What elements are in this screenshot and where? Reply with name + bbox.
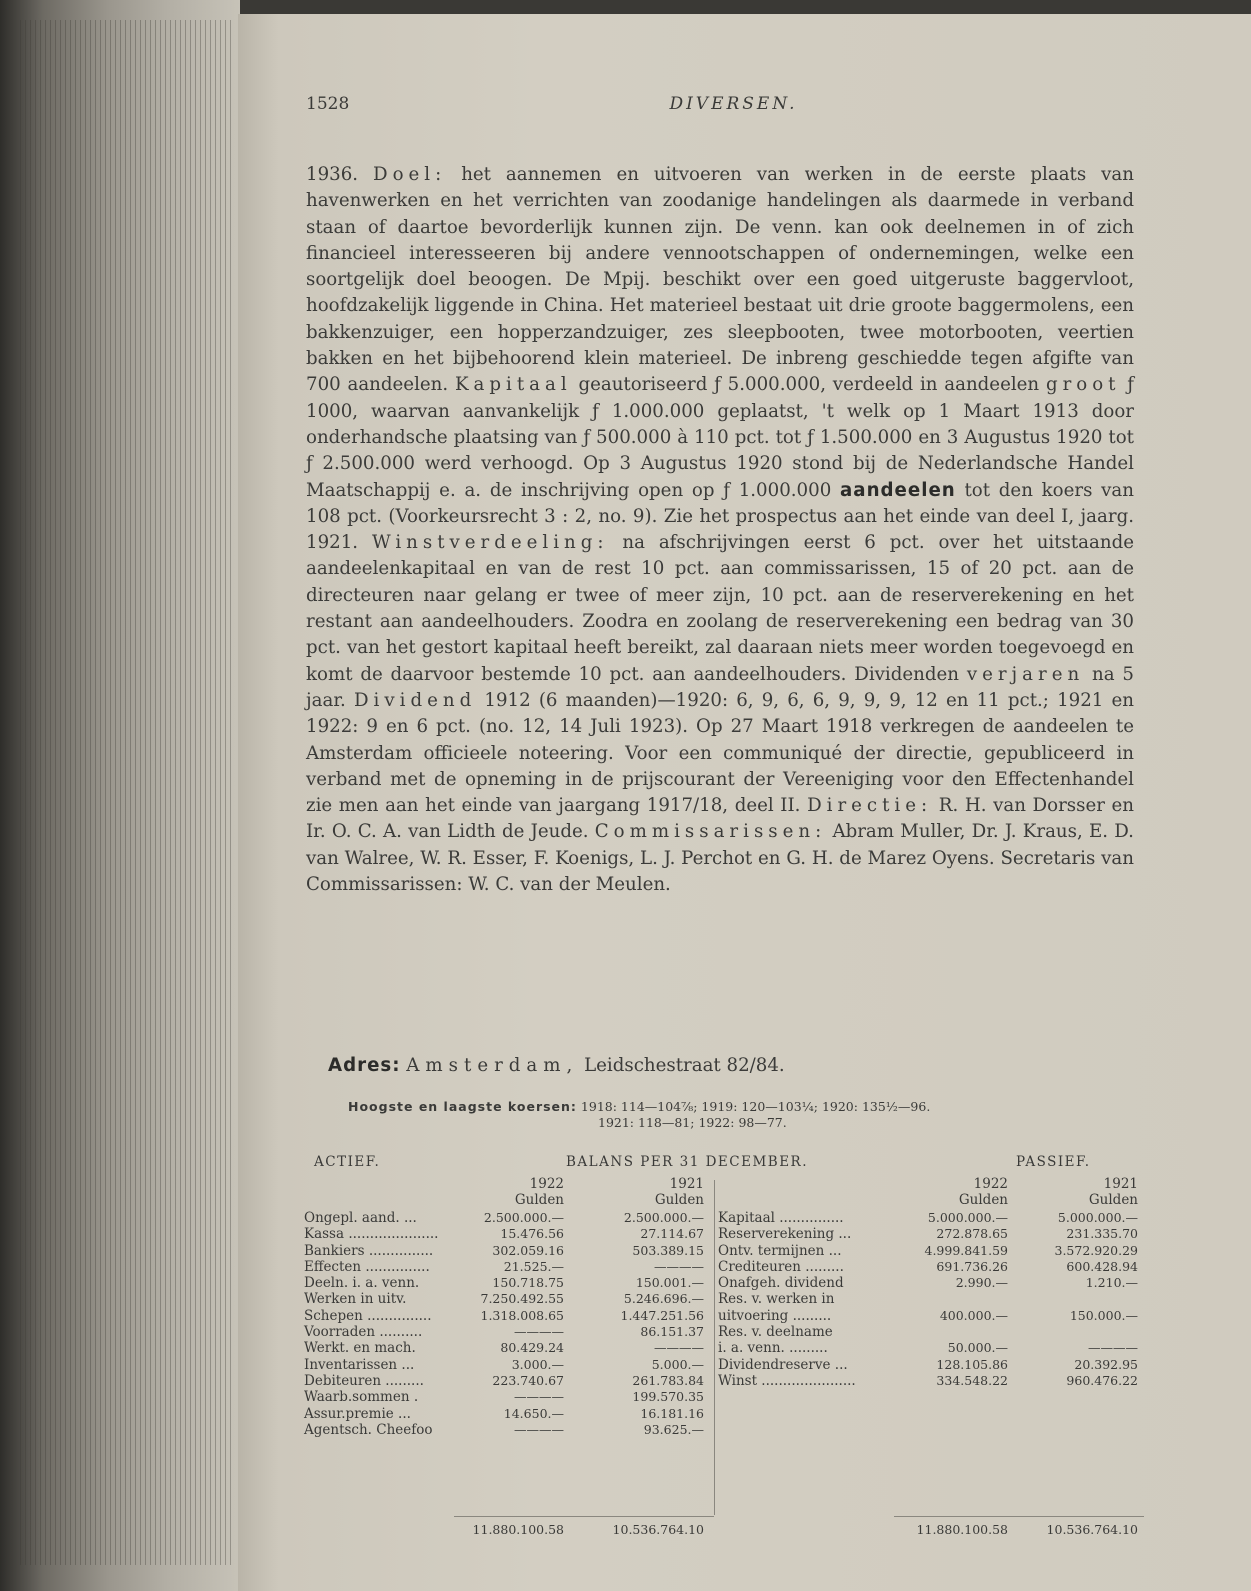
actief-value-1922: 15.476.56 bbox=[500, 1226, 564, 1242]
year-1921-actief: 1921 bbox=[669, 1176, 704, 1192]
actief-value-1921: 1.447.251.56 bbox=[620, 1307, 704, 1323]
passief-value-1921: 5.000.000.— bbox=[1057, 1210, 1138, 1225]
passief-row bbox=[718, 1340, 1144, 1356]
adres-label: Adres: bbox=[328, 1055, 401, 1076]
actief-heading: ACTIEF. bbox=[314, 1154, 381, 1170]
column-divider bbox=[714, 1180, 715, 1515]
passief-value-1922: 272.878.65 bbox=[936, 1226, 1008, 1242]
koersen-line-2: 1921: 118—81; 1922: 98—77. bbox=[598, 1115, 787, 1130]
total-rule-passief bbox=[894, 1516, 1144, 1517]
actief-value-1921: 16.181.16 bbox=[640, 1405, 704, 1421]
actief-value-1922: 3.000.— bbox=[511, 1356, 564, 1372]
passief-label: Res. v. deelname bbox=[718, 1324, 833, 1341]
passief-heading: PASSIEF. bbox=[1016, 1154, 1091, 1170]
passief-label: Onafgeh. dividend bbox=[718, 1275, 844, 1292]
commissarissen-label: Commissarissen: bbox=[594, 821, 827, 843]
actief-label: Deeln. i. a. venn. bbox=[304, 1275, 420, 1292]
actief-value-1922: ———— bbox=[514, 1324, 564, 1340]
passief-row bbox=[718, 1259, 1144, 1275]
actief-row bbox=[304, 1210, 714, 1226]
year-row bbox=[304, 1176, 1144, 1192]
passief-label: Crediteuren ......... bbox=[718, 1258, 844, 1275]
passief-row bbox=[718, 1243, 1144, 1259]
subscription-text: tot den koers van 108 pct. (Voorkeursrecht 3 : 2, no. 9). Zie het prospectus aan het einde van deel I, jaarg. 1921. bbox=[306, 479, 1134, 554]
passief-label: Res. v. werken in bbox=[718, 1291, 835, 1308]
actief-value-1921: 86.151.37 bbox=[640, 1324, 704, 1340]
passief-row bbox=[718, 1308, 1144, 1324]
dividend-text: 1912 (6 maanden)—1920: 6, 9, 6, 6, 9, 9, 9, 12 en 11 pct.; 1921 en 1922: 9 en 6 pct. (no. 12, 14 Juli 1923). Op 27 Maart 1918 verkregen de aandeelen te Amsterdam officieele noteering. Voor een communiqué der directie, gepubliceerd in verband met de opneming in de prijscourant der Vereeniging voor den Effectenhandel zie men aan het einde van jaargang 1917/18, deel II. bbox=[306, 689, 1134, 817]
actief-value-1922: ———— bbox=[514, 1389, 564, 1405]
kapitaal-label: Kapitaal bbox=[454, 374, 572, 396]
company-description bbox=[306, 162, 1134, 898]
actief-value-1922: 150.718.75 bbox=[492, 1275, 564, 1291]
actief-row bbox=[304, 1340, 714, 1356]
actief-label: Effecten ............... bbox=[304, 1258, 430, 1275]
actief-row bbox=[304, 1389, 714, 1405]
adres-city: Amsterdam, bbox=[406, 1055, 579, 1076]
actief-value-1922: ———— bbox=[514, 1421, 564, 1437]
actief-value-1921: 93.625.— bbox=[643, 1421, 704, 1437]
passief-value-1921: ———— bbox=[1088, 1340, 1138, 1356]
actief-value-1922: 2.500.000.— bbox=[483, 1210, 564, 1225]
total-passief-1922: 11.880.100.58 bbox=[916, 1522, 1008, 1537]
actief-value-1921: 261.783.84 bbox=[632, 1372, 704, 1388]
page-edges bbox=[20, 20, 235, 1565]
actief-label: Bankiers ............... bbox=[304, 1242, 434, 1259]
passief-value-1922: 5.000.000.— bbox=[927, 1210, 1008, 1225]
actief-row bbox=[304, 1243, 714, 1259]
actief-value-1922: 21.525.— bbox=[503, 1258, 564, 1274]
passief-row bbox=[718, 1291, 1144, 1307]
passief-label: Kapitaal ............... bbox=[718, 1210, 844, 1226]
book-spine-edge bbox=[0, 0, 240, 1591]
passief-value-1922: 691.736.26 bbox=[936, 1258, 1008, 1274]
year-1921-passief: 1921 bbox=[1103, 1176, 1138, 1192]
actief-value-1922: 302.059.16 bbox=[492, 1242, 564, 1258]
actief-label: Schepen ............... bbox=[304, 1307, 432, 1324]
actief-label: Kassa ..................... bbox=[304, 1226, 439, 1243]
passief-row bbox=[718, 1275, 1144, 1291]
page-number: 1528 bbox=[306, 94, 350, 114]
actief-label: Waarb.sommen . bbox=[304, 1389, 419, 1406]
passief-value-1922: 50.000.— bbox=[947, 1340, 1008, 1356]
actief-row bbox=[304, 1259, 714, 1275]
passief-value-1921: 231.335.70 bbox=[1066, 1226, 1138, 1242]
actief-label: Inventarissen ... bbox=[304, 1356, 415, 1373]
verjaren-label: verjaren bbox=[966, 663, 1085, 685]
actief-value-1922: 80.429.24 bbox=[500, 1340, 564, 1356]
actief-label: Agentsch. Cheefoo bbox=[304, 1421, 433, 1438]
groot-label: groot bbox=[1045, 374, 1121, 396]
passief-label: Winst ...................... bbox=[718, 1372, 856, 1389]
actief-row bbox=[304, 1373, 714, 1389]
actief-label: Ongepl. aand. ... bbox=[304, 1210, 417, 1226]
verjaren-text: na 5 jaar. bbox=[306, 663, 1134, 711]
actief-value-1921: 150.001.— bbox=[635, 1275, 704, 1291]
actief-row bbox=[304, 1275, 714, 1291]
book-page bbox=[238, 14, 1251, 1591]
total-actief-1922: 11.880.100.58 bbox=[472, 1522, 564, 1537]
address-line bbox=[328, 1055, 785, 1076]
balance-body bbox=[304, 1210, 1144, 1510]
actief-value-1921: ———— bbox=[654, 1340, 704, 1356]
passief-value-1922: 128.105.86 bbox=[936, 1356, 1008, 1372]
actief-value-1921: 27.114.67 bbox=[640, 1226, 704, 1242]
description-paragraph bbox=[306, 162, 1134, 898]
actief-label: Werken in uitv. bbox=[304, 1291, 407, 1308]
balance-sheet bbox=[304, 1154, 1144, 1540]
actief-value-1921: 503.389.15 bbox=[632, 1242, 704, 1258]
year-1922-actief: 1922 bbox=[529, 1176, 564, 1192]
actief-row bbox=[304, 1324, 714, 1340]
passief-value-1922: 2.990.— bbox=[955, 1275, 1008, 1291]
passief-row bbox=[718, 1357, 1144, 1373]
balance-header bbox=[304, 1154, 1144, 1176]
unit-row bbox=[304, 1192, 1144, 1208]
balance-title: BALANS PER 31 DECEMBER. bbox=[566, 1154, 809, 1170]
aandeelen-bold: aandeelen bbox=[840, 479, 956, 501]
unit-actief-2: Gulden bbox=[654, 1192, 704, 1208]
passief-label: Ontv. termijnen ... bbox=[718, 1242, 842, 1259]
directie-label: Directie: bbox=[807, 795, 933, 817]
actief-value-1921: 5.246.696.— bbox=[623, 1291, 704, 1307]
total-rule-actief bbox=[454, 1516, 714, 1517]
total-actief-1921: 10.536.764.10 bbox=[612, 1522, 704, 1537]
passief-row bbox=[718, 1210, 1144, 1226]
koersen-label: Hoogste en laagste koersen: bbox=[348, 1099, 577, 1114]
doel-label: Doel: bbox=[373, 164, 447, 185]
passief-row bbox=[718, 1226, 1144, 1242]
actief-value-1922: 1.318.008.65 bbox=[480, 1307, 564, 1323]
passief-value-1921: 1.210.— bbox=[1085, 1275, 1138, 1291]
actief-rows bbox=[304, 1210, 714, 1438]
actief-value-1921: 5.000.— bbox=[651, 1356, 704, 1372]
passief-row bbox=[718, 1373, 1144, 1389]
actief-row bbox=[304, 1406, 714, 1422]
unit-passief-1: Gulden bbox=[958, 1192, 1008, 1208]
winstverdeeling-text: na afschrijvingen eerst 6 pct. over het uitstaande aandeelenkapitaal en van de rest 10 pct. aan commissarissen, 15 of 20 pct. aan de directeuren naar gelang er twee of meer zijn, 10 pct. aan de reserverekening en het restant aan aandeelhouders. Zoodra en zoolang de reserverekening een bedrag van 30 pct. van het gestort kapitaal heeft bereikt, zal daaraan niets meer worden toegevoegd en komt de daarvoor bestemde 10 pct. aan aandeelhouders. Dividenden bbox=[306, 532, 1134, 685]
actief-label: Werkt. en mach. bbox=[304, 1340, 416, 1357]
kapitaal-text: geautoriseerd ƒ 5.000.000, verdeeld in aandeelen bbox=[578, 374, 1040, 396]
actief-value-1922: 7.250.492.55 bbox=[480, 1291, 564, 1307]
passief-value-1922: 334.548.22 bbox=[936, 1372, 1008, 1388]
winstverdeeling-label: Winstverdeeling: bbox=[371, 532, 609, 554]
year-1922-passief: 1922 bbox=[973, 1176, 1008, 1192]
actief-row bbox=[304, 1422, 714, 1438]
passief-row bbox=[718, 1324, 1144, 1340]
actief-value-1921: 2.500.000.— bbox=[623, 1210, 704, 1225]
dividend-label: Dividend bbox=[353, 689, 477, 711]
year-founded: 1936. bbox=[306, 164, 359, 185]
running-title: DIVERSEN. bbox=[669, 94, 798, 114]
totals-row bbox=[304, 1516, 1144, 1540]
actief-row bbox=[304, 1357, 714, 1373]
actief-label: Debiteuren ......... bbox=[304, 1372, 424, 1389]
unit-passief-2: Gulden bbox=[1088, 1192, 1138, 1208]
doel-text: het aannemen en uitvoeren van werken in de eerste plaats van havenwerken en het verrichten van zoodanige handelingen als daarmede in verband staan of daartoe bevorderlijk kunnen zijn. De venn. kan ook deelnemen in of zich financieel interesseeren bij andere vennootschappen of ondernemingen, welke een soortgelijk doel beoogen. De Mpij. beschikt over een goed uitgeruste baggervloot, hoofdzakelijk liggende in China. Het materieel bestaat uit drie groote baggermolens, een bakkenzuiger, een hopperzandzuiger, zes sleepbooten, twee motorbooten, veertien bakken en het bijbehoorend klein materieel. De inbreng geschiedde tegen afgifte van 700 aandeelen. bbox=[306, 164, 1134, 396]
passief-value-1921: 3.572.920.29 bbox=[1054, 1242, 1138, 1258]
passief-label: Reserverekening ... bbox=[718, 1226, 852, 1243]
actief-value-1921: ———— bbox=[654, 1258, 704, 1274]
passief-value-1921: 600.428.94 bbox=[1066, 1258, 1138, 1274]
passief-value-1921: 150.000.— bbox=[1069, 1307, 1138, 1323]
koersen-line-1: 1918: 114—104⅞; 1919: 120—103¼; 1920: 135½—96. bbox=[580, 1099, 931, 1114]
passief-value-1922: 400.000.— bbox=[939, 1307, 1008, 1323]
passief-label: i. a. venn. ......... bbox=[718, 1340, 828, 1357]
passief-value-1922: 4.999.841.59 bbox=[924, 1242, 1008, 1258]
passief-label: Dividendreserve ... bbox=[718, 1356, 848, 1373]
page-header bbox=[306, 94, 1161, 124]
passief-label: uitvoering ......... bbox=[718, 1307, 832, 1324]
passief-rows bbox=[718, 1210, 1144, 1389]
adres-street: Leidschestraat 82/84. bbox=[584, 1055, 785, 1076]
price-range bbox=[348, 1099, 1148, 1131]
actief-row bbox=[304, 1308, 714, 1324]
kapitaal-detail: ƒ 1000, waarvan aanvankelijk ƒ 1.000.000 geplaatst, 't welk op 1 Maart 1913 door onderhandsche plaatsing van ƒ 500.000 à 110 pct. tot ƒ 1.500.000 en 3 Augustus 1920 tot ƒ 2.500.000 werd verhoogd. Op 3 Augustus 1920 stond bij de Nederlandsche Handel Maatschappij e. a. de inschrijving open op ƒ 1.000.000 bbox=[306, 374, 1135, 501]
total-passief-1921: 10.536.764.10 bbox=[1046, 1522, 1138, 1537]
commissarissen-text: Abram Muller, Dr. J. Kraus, E. D. van Walree, W. R. Esser, F. Koenigs, L. J. Perchot en G. H. de Marez Oyens. Secretaris van Commissarissen: W. C. van der Meulen. bbox=[306, 821, 1134, 896]
directie-text: R. H. van Dorsser en Ir. O. C. A. van Lidth de Jeude. bbox=[306, 795, 1134, 843]
actief-row bbox=[304, 1291, 714, 1307]
actief-row bbox=[304, 1226, 714, 1242]
passief-value-1921: 960.476.22 bbox=[1066, 1372, 1138, 1388]
actief-value-1922: 223.740.67 bbox=[492, 1372, 564, 1388]
actief-label: Assur.premie ... bbox=[304, 1405, 411, 1422]
actief-value-1922: 14.650.— bbox=[503, 1405, 564, 1421]
passief-value-1921: 20.392.95 bbox=[1074, 1356, 1138, 1372]
actief-value-1921: 199.570.35 bbox=[632, 1389, 704, 1405]
actief-label: Voorraden .......... bbox=[304, 1324, 423, 1341]
unit-actief-1: Gulden bbox=[514, 1192, 564, 1208]
